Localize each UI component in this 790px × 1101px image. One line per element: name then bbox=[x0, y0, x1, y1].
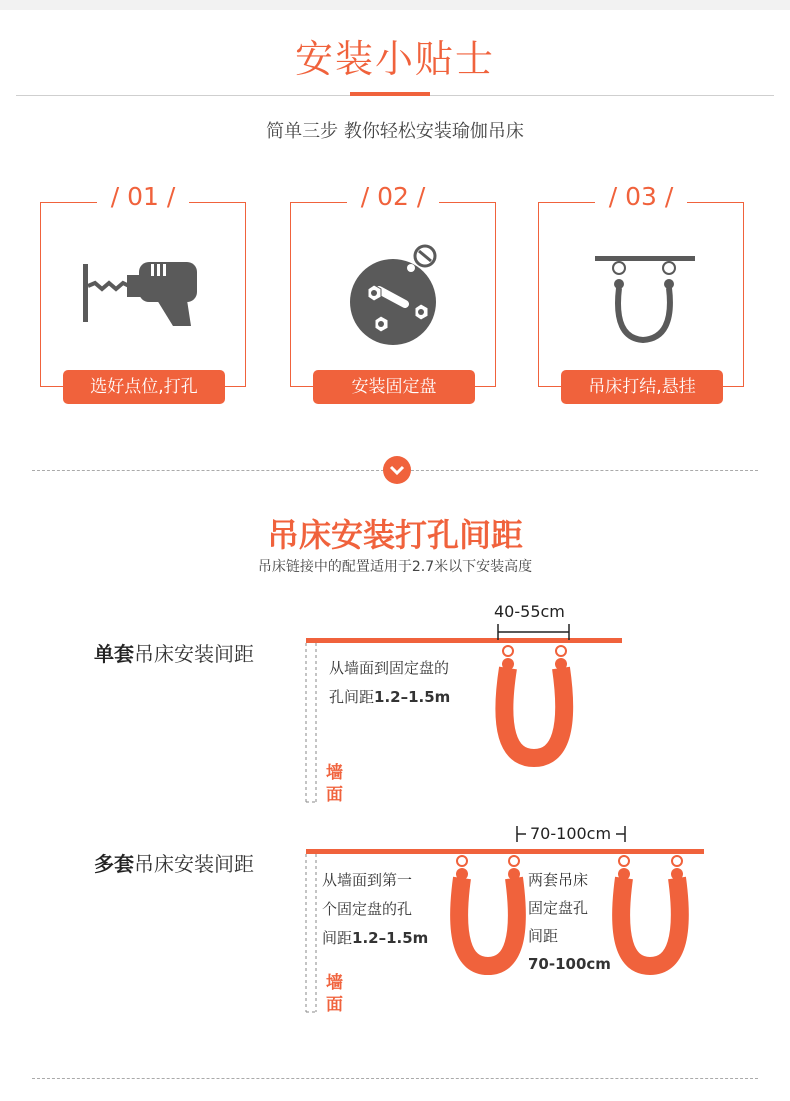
page-title: 安装小贴士 bbox=[294, 37, 495, 81]
note-line: 固定盘孔 bbox=[528, 899, 589, 917]
wall-label bbox=[326, 972, 346, 1016]
note-value: 1.2–1.5m bbox=[352, 929, 429, 947]
single-set-dimension: 40-55cm bbox=[494, 602, 565, 621]
spacing-subtitle: 吊床链接中的配置适用于2.7米以下安装高度 bbox=[257, 559, 533, 575]
note-line: 个固定盘的孔 bbox=[322, 900, 413, 918]
bottom-divider bbox=[32, 1078, 758, 1079]
step-label-button: 安装固定盘 bbox=[313, 370, 475, 404]
single-set-label bbox=[94, 638, 254, 667]
step-label-button: 选好点位,打孔 bbox=[63, 370, 225, 404]
multi-set-label-bold: 多套 bbox=[94, 852, 134, 876]
wall-label bbox=[326, 762, 346, 806]
wall-char: 面 bbox=[326, 785, 343, 805]
single-set-label-text: 吊床安装间距 bbox=[134, 642, 254, 666]
note-prefix: 间距 bbox=[322, 929, 353, 947]
step-number: / 03 / bbox=[608, 182, 674, 211]
wall-char: 墙 bbox=[326, 973, 343, 993]
wall-char: 面 bbox=[326, 995, 343, 1015]
single-set-label-bold: 单套 bbox=[94, 642, 134, 666]
note-line: 从墙面到固定盘的 bbox=[329, 659, 450, 677]
note-prefix: 孔间距 bbox=[329, 688, 375, 706]
single-set-note bbox=[329, 654, 450, 712]
step-number: / 02 / bbox=[360, 182, 426, 211]
spacing-title: 吊床安装打孔间距 bbox=[266, 516, 523, 554]
multi-set-note bbox=[322, 866, 428, 953]
multi-set-label bbox=[94, 848, 254, 877]
multi-set-label-text: 吊床安装间距 bbox=[134, 852, 254, 876]
multi-set-gap-note bbox=[528, 866, 611, 978]
page-subtitle: 简单三步 教你轻松安装瑜伽吊床 bbox=[266, 121, 524, 142]
note-line bbox=[329, 683, 450, 712]
step-number: / 01 / bbox=[110, 182, 176, 211]
wall-char: 墙 bbox=[326, 763, 343, 783]
note-line bbox=[322, 924, 428, 953]
note-line: 从墙面到第一 bbox=[322, 871, 413, 889]
note-line: 间距 bbox=[528, 927, 559, 945]
step-label-button: 吊床打结,悬挂 bbox=[561, 370, 723, 404]
note-value: 70-100cm bbox=[528, 955, 611, 973]
note-line: 两套吊床 bbox=[528, 871, 589, 889]
multi-set-dimension: 70-100cm bbox=[530, 824, 612, 843]
note-value: 1.2–1.5m bbox=[374, 688, 451, 706]
